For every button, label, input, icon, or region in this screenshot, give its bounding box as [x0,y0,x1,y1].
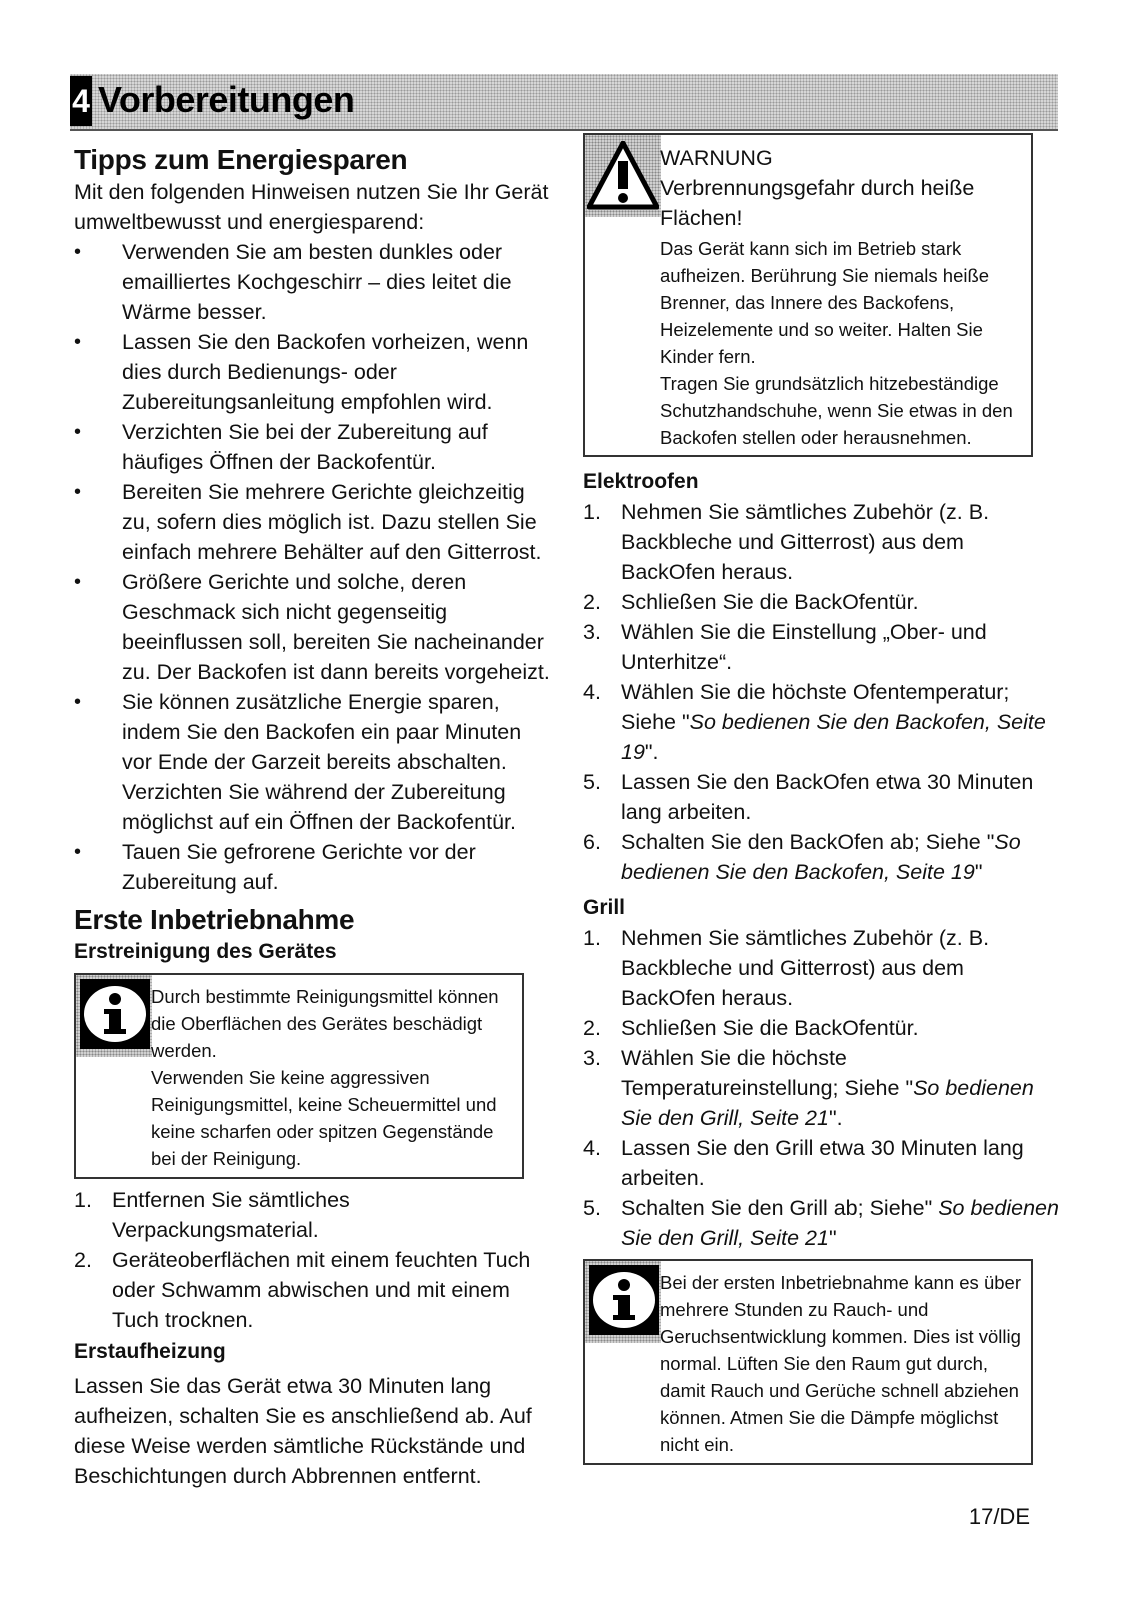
warning-line: Heizelemente und so weiter. Halten Sie [660,319,983,340]
list-item: • Lassen Sie den Backofen vorheizen, wenn dies durch Bedienungs- oder Zubereitungsanleitung empfohlen wird. [74,327,554,417]
list-item: 5. Schalten Sie den Grill ab; Siehe" So bedienen Sie den Grill, Seite 21" [583,1196,1059,1250]
info-box-first-use [583,1259,1033,1465]
cleaning-steps [74,1185,554,1335]
chapter-header [70,74,1058,131]
right-column [583,133,1061,1465]
info-line: die Oberflächen des Gerätes beschädigt [151,1013,483,1034]
page-number: 17/DE [968,1504,1030,1529]
heating-text: Lassen Sie das Gerät etwa 30 Minuten lang aufheizen, schalten Sie es anschließend ab. Auf diese Weise werden sämtliche Rückstände und Beschichtungen durch Abbrennen entfernt. [74,1374,532,1488]
warning-line: Kinder fern. [660,346,756,367]
list-item: 3. Wählen Sie die höchste Temperatureinstellung; Siehe "So bedienen Sie den Grill, Seite 21". [583,1046,1034,1130]
elektro-steps [583,497,1061,887]
info-box-cleaning [74,973,524,1179]
list-item: 6. Schalten Sie den BackOfen ab; Siehe "So bedienen Sie den Backofen, Seite 19" [583,830,1021,884]
info-line: werden. [151,1040,217,1061]
cleaning-heading: Erstreinigung des Gerätes [74,940,337,963]
info-line: keine scharfen oder spitzen Gegenstände [151,1121,494,1142]
list-item: 2. Schließen Sie die BackOfentür. [583,1016,919,1040]
info-icon [589,1265,659,1335]
list-item: • Bereiten Sie mehrere Gerichte gleichzeitig zu, sofern dies möglich ist. Dazu stellen Sie einfach mehrere Behälter auf den Gitterrost. [74,477,554,567]
warning-title: WARNUNG [660,146,773,170]
list-item: 1. Nehmen Sie sämtliches Zubehör (z. B. Backbleche und Gitterrost) aus dem BackOfen heraus. [583,926,990,1010]
list-item: 1. Nehmen Sie sämtliches Zubehör (z. B. Backbleche und Gitterrost) aus dem BackOfen heraus. [583,500,990,584]
heating-heading: Erstaufheizung [74,1340,226,1363]
info-line: können. Atmen Sie die Dämpfe möglichst [660,1407,999,1428]
info-line: bei der Reinigung. [151,1148,302,1169]
list-item: • Größere Gerichte und solche, deren Geschmack sich nicht gegenseitig beeinflussen soll, bereiten Sie nacheinander zu. Der Backofen ist dann bereits vorgeheizt. [74,567,554,687]
list-item: • Sie können zusätzliche Energie sparen, indem Sie den Backofen ein paar Minuten vor Ende der Garzeit bereits abschalten. Verzichten Sie während der Zubereitung möglichst auf ein Öffnen der Backofentür. [74,687,554,837]
list-item: • Verzichten Sie bei der Zubereitung auf häufiges Öffnen der Backofentür. [74,417,554,477]
list-item: 3. Wählen Sie die Einstellung „Ober- und Unterhitze“. [583,620,987,674]
list-item: 5. Lassen Sie den BackOfen etwa 30 Minuten lang arbeiten. [583,770,1034,824]
energy-tips-list [74,237,554,897]
list-item: 2. Schließen Sie die BackOfentür. [583,590,919,614]
first-use-heading: Erste Inbetriebnahme [74,904,355,935]
warning-triangle-icon [587,141,659,211]
list-item: 4. Wählen Sie die höchste Ofentemperatur; Siehe "So bedienen Sie den Backofen, Seite 19". [583,680,1046,764]
warning-line: Tragen Sie grundsätzlich hitzebeständige [660,373,999,394]
list-item: 2. Geräteoberflächen mit einem feuchten Tuch oder Schwamm abwischen und mit einem Tuch trocknen. [74,1248,531,1332]
list-item: 1. Entfernen Sie sämtliches Verpackungsmaterial. [74,1188,350,1242]
left-column [74,143,554,1491]
warning-box [583,133,1033,457]
grill-steps [583,923,1061,1253]
warning-line: Das Gerät kann sich im Betrieb stark [660,238,962,259]
warning-subtitle: Verbrennungsgefahr durch heiße Flächen! [660,176,975,230]
info-line: nicht ein. [660,1434,735,1455]
info-icon [80,979,150,1049]
info-line: Durch bestimmte Reinigungsmittel können [151,986,499,1007]
list-item: • Verwenden Sie am besten dunkles oder emailliertes Kochgeschirr – dies leitet die Wärme besser. [74,237,554,327]
energy-intro: Mit den folgenden Hinweisen nutzen Sie Ihr Gerät umweltbewusst und energiesparend: [74,180,549,234]
warning-line: Brenner, das Innere des Backofens, [660,292,955,313]
warning-line: Backofen stellen oder herausnehmen. [660,427,972,448]
info-line: Geruchsentwicklung kommen. Dies ist völlig [660,1326,1021,1347]
elektro-heading: Elektroofen [583,470,699,493]
info-line: mehrere Stunden zu Rauch- und [660,1299,929,1320]
info-line: Reinigungsmittel, keine Scheuermittel und [151,1094,497,1115]
info-line: normal. Lüften Sie den Raum gut durch, [660,1353,989,1374]
info-line: Verwenden Sie keine aggressiven [151,1067,430,1088]
grill-heading: Grill [583,896,626,919]
energy-heading: Tipps zum Energiesparen [74,144,408,175]
list-item: 4. Lassen Sie den Grill etwa 30 Minuten lang arbeiten. [583,1136,1024,1190]
list-item: • Tauen Sie gefrorene Gerichte vor der Zubereitung auf. [74,837,554,897]
warning-line: Schutzhandschuhe, wenn Sie etwas in den [660,400,1013,421]
info-line: damit Rauch und Gerüche schnell abziehen [660,1380,1019,1401]
chapter-number: 4 [70,76,92,126]
info-line: Bei der ersten Inbetriebnahme kann es über [660,1272,1021,1293]
warning-line: aufheizen. Berührung Sie niemals heiße [660,265,990,286]
chapter-title: Vorbereitungen [98,79,355,120]
